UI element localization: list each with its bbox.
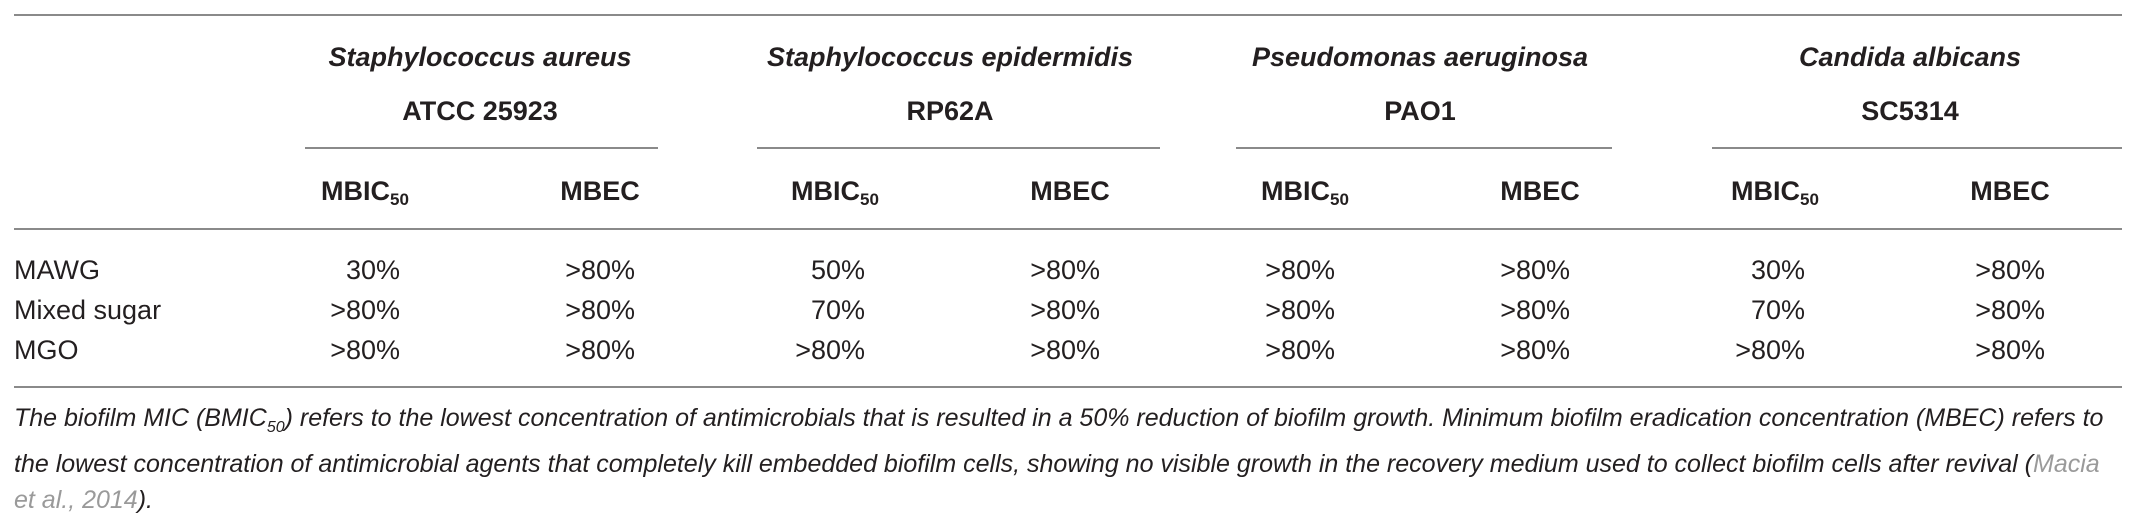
footnote-text: The biofilm MIC (BMIC [14, 404, 267, 432]
col-header-mbic50: $MBIC_{50}$ [791, 176, 879, 209]
strain-header: RP62A [906, 96, 994, 126]
table-cell: 30% [345, 255, 400, 285]
table-cell: >80% [1975, 295, 2045, 325]
organism-header: Pseudomonas aeruginosa [1251, 42, 1589, 72]
organism-header: Staphylococcus epidermidis [766, 42, 1134, 72]
table-cell: >80% [1265, 255, 1335, 285]
organism-header: Staphylococcus aureus [328, 42, 632, 72]
table-cell: >80% [330, 335, 400, 365]
footnote-sub: 50 [266, 419, 285, 436]
group-rule [1236, 147, 1612, 149]
col-header-mbec: MBEC [560, 176, 640, 206]
footnote-text: ) refers to the lowest concentration of antimicrobials that is resulted in a 50% reduction of biofilm growth. Minimum biofilm eradication concentration (MBEC) refers to the lowest concentration of antimicrobial agents that completely kill embedded biofilm cells, showing no visible growth in the recovery medium used to collect biofilm cells after revival ( [14, 404, 2104, 478]
col-header-mbic50: $MBIC_{50}$ [321, 176, 409, 209]
table-cell: >80% [1975, 255, 2045, 285]
col-header-mbic50: $MBIC_{50}$ [1261, 176, 1349, 209]
table-cell: 50% [810, 255, 865, 285]
row-label: MAWG [14, 255, 100, 285]
citation-link[interactable]: Macia et al., 2014 [14, 450, 2100, 514]
table-cell: >80% [1030, 295, 1100, 325]
table-cell: >80% [565, 255, 635, 285]
table-top-rule [14, 14, 2122, 16]
table-cell: >80% [565, 295, 635, 325]
footnote-text: ). [137, 486, 153, 514]
table-cell: >80% [1265, 335, 1335, 365]
group-rule [757, 147, 1160, 149]
row-label: MGO [14, 335, 79, 365]
table-cell: >80% [565, 335, 635, 365]
header-bottom-rule [14, 228, 2122, 230]
table-cell: >80% [1500, 295, 1570, 325]
organism-header: Candida albicans [1798, 42, 2022, 72]
table-cell: 70% [1750, 295, 1805, 325]
table-cell: >80% [795, 335, 865, 365]
strain-header: ATCC 25923 [402, 96, 558, 126]
table-cell: 70% [810, 295, 865, 325]
table-cell: >80% [1500, 335, 1570, 365]
table-cell: >80% [1030, 255, 1100, 285]
table-cell: >80% [1265, 295, 1335, 325]
row-label: Mixed sugar [14, 295, 162, 325]
table-cell: >80% [1975, 335, 2045, 365]
table-cell: 30% [1750, 255, 1805, 285]
table-cell: >80% [330, 295, 400, 325]
table-cell: >80% [1030, 335, 1100, 365]
strain-header: SC5314 [1861, 96, 1959, 126]
table-cell: >80% [1500, 255, 1570, 285]
table-cell: >80% [1735, 335, 1805, 365]
table-footnote [14, 400, 2124, 518]
col-header-mbec: MBEC [1030, 176, 1110, 206]
col-header-mbec: MBEC [1500, 176, 1580, 206]
strain-header: PAO1 [1384, 96, 1456, 126]
table-bottom-rule [14, 386, 2122, 388]
col-header-mbic50: $MBIC_{50}$ [1731, 176, 1819, 209]
col-header-mbec: MBEC [1970, 176, 2050, 206]
group-rule [1712, 147, 2122, 149]
group-rule [305, 147, 658, 149]
